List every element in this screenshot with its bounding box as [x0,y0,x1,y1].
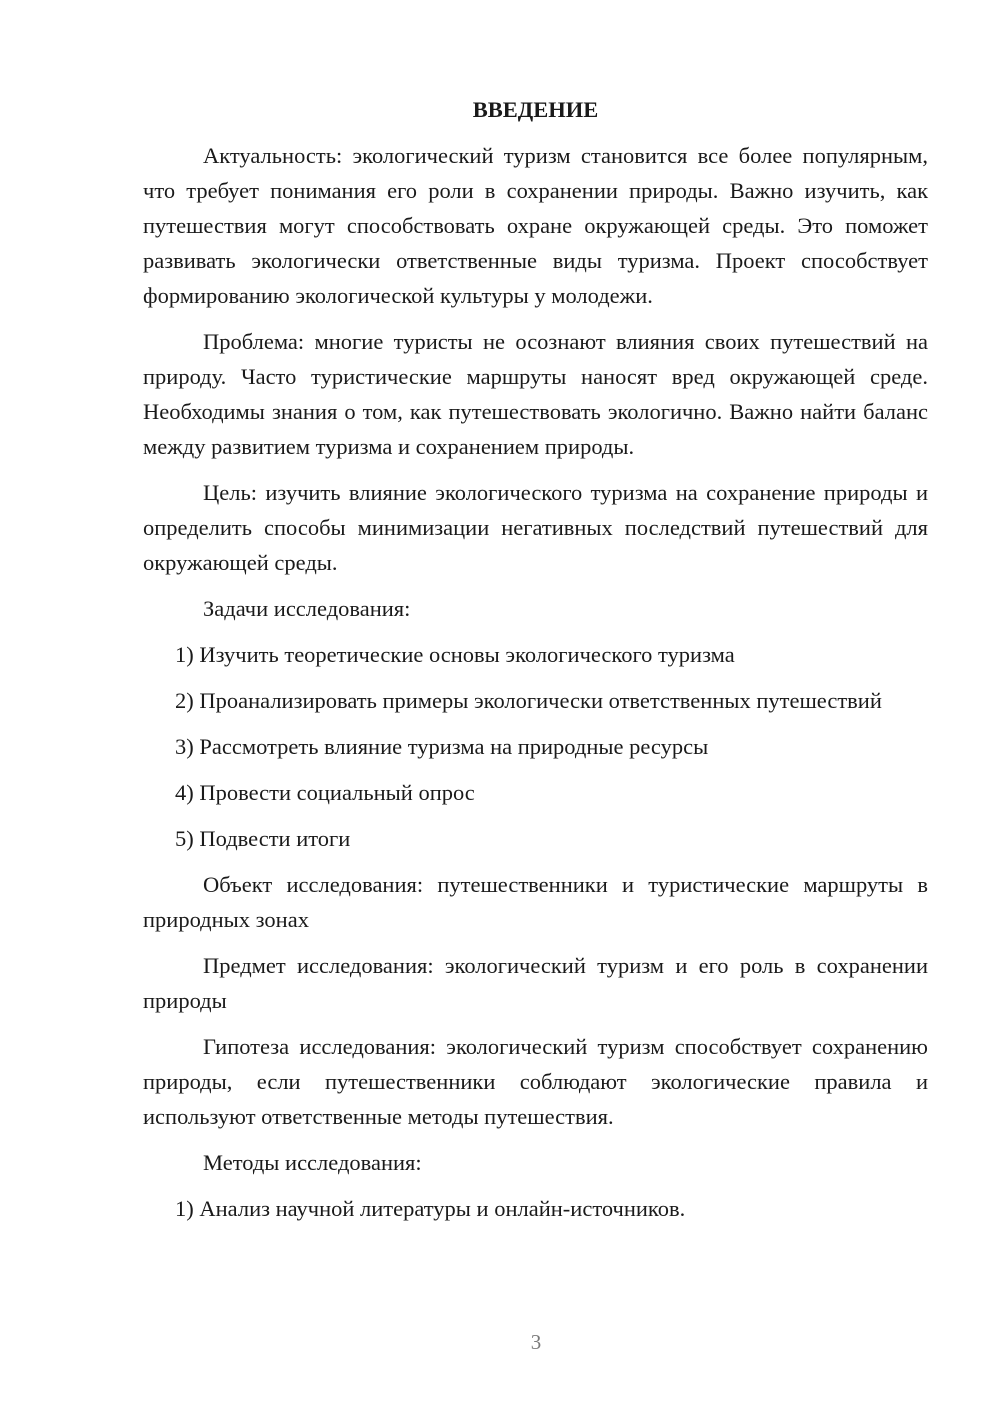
methods-title: Методы исследования: [203,1150,422,1175]
relevance-paragraph: Актуальность: экологический туризм становится все более популярным, что требует понимания его роли в сохранении природы. Важно изучить, как путешествия могут способствовать охране окружающей среды. Это поможет развивать экологически ответственные виды туризма. Проект способствует формированию экологической культуры у молодежи. [143,143,928,308]
goal-paragraph: Цель: изучить влияние экологического туризма на сохранение природы и определить способы минимизации негативных последствий путешествий для окружающей среды. [143,480,928,575]
document-heading: ВВЕДЕНИЕ [472,97,599,122]
tasks-title: Задачи исследования: [203,596,411,621]
task-item-5: 5) Подвести итоги [175,826,351,851]
method-item-1: 1) Анализ научной литературы и онлайн-источников. [175,1196,686,1221]
task-item-2: 2) Проанализировать примеры экологически ответственных путешествий [175,688,882,713]
task-item-3: 3) Рассмотреть влияние туризма на природные ресурсы [175,734,709,759]
hypothesis-paragraph: Гипотеза исследования: экологический туризм способствует сохранению природы, если путешественники соблюдают экологические правила и используют ответственные методы путешествия. [143,1034,928,1129]
task-item-4: 4) Провести социальный опрос [175,780,475,805]
page-number: 3 [530,1330,542,1354]
problem-paragraph: Проблема: многие туристы не осознают влияния своих путешествий на природу. Часто туристические маршруты наносят вред окружающей среде. Необходимы знания о том, как путешествовать экологично. Важно найти баланс между развитием туризма и сохранением природы. [143,329,928,459]
document-page [143,92,928,1237]
subject-paragraph: Предмет исследования: экологический туризм и его роль в сохранении природы [143,953,928,1013]
object-paragraph: Объект исследования: путешественники и туристические маршруты в природных зонах [143,872,928,932]
task-item-1: 1) Изучить теоретические основы экологического туризма [175,642,735,667]
